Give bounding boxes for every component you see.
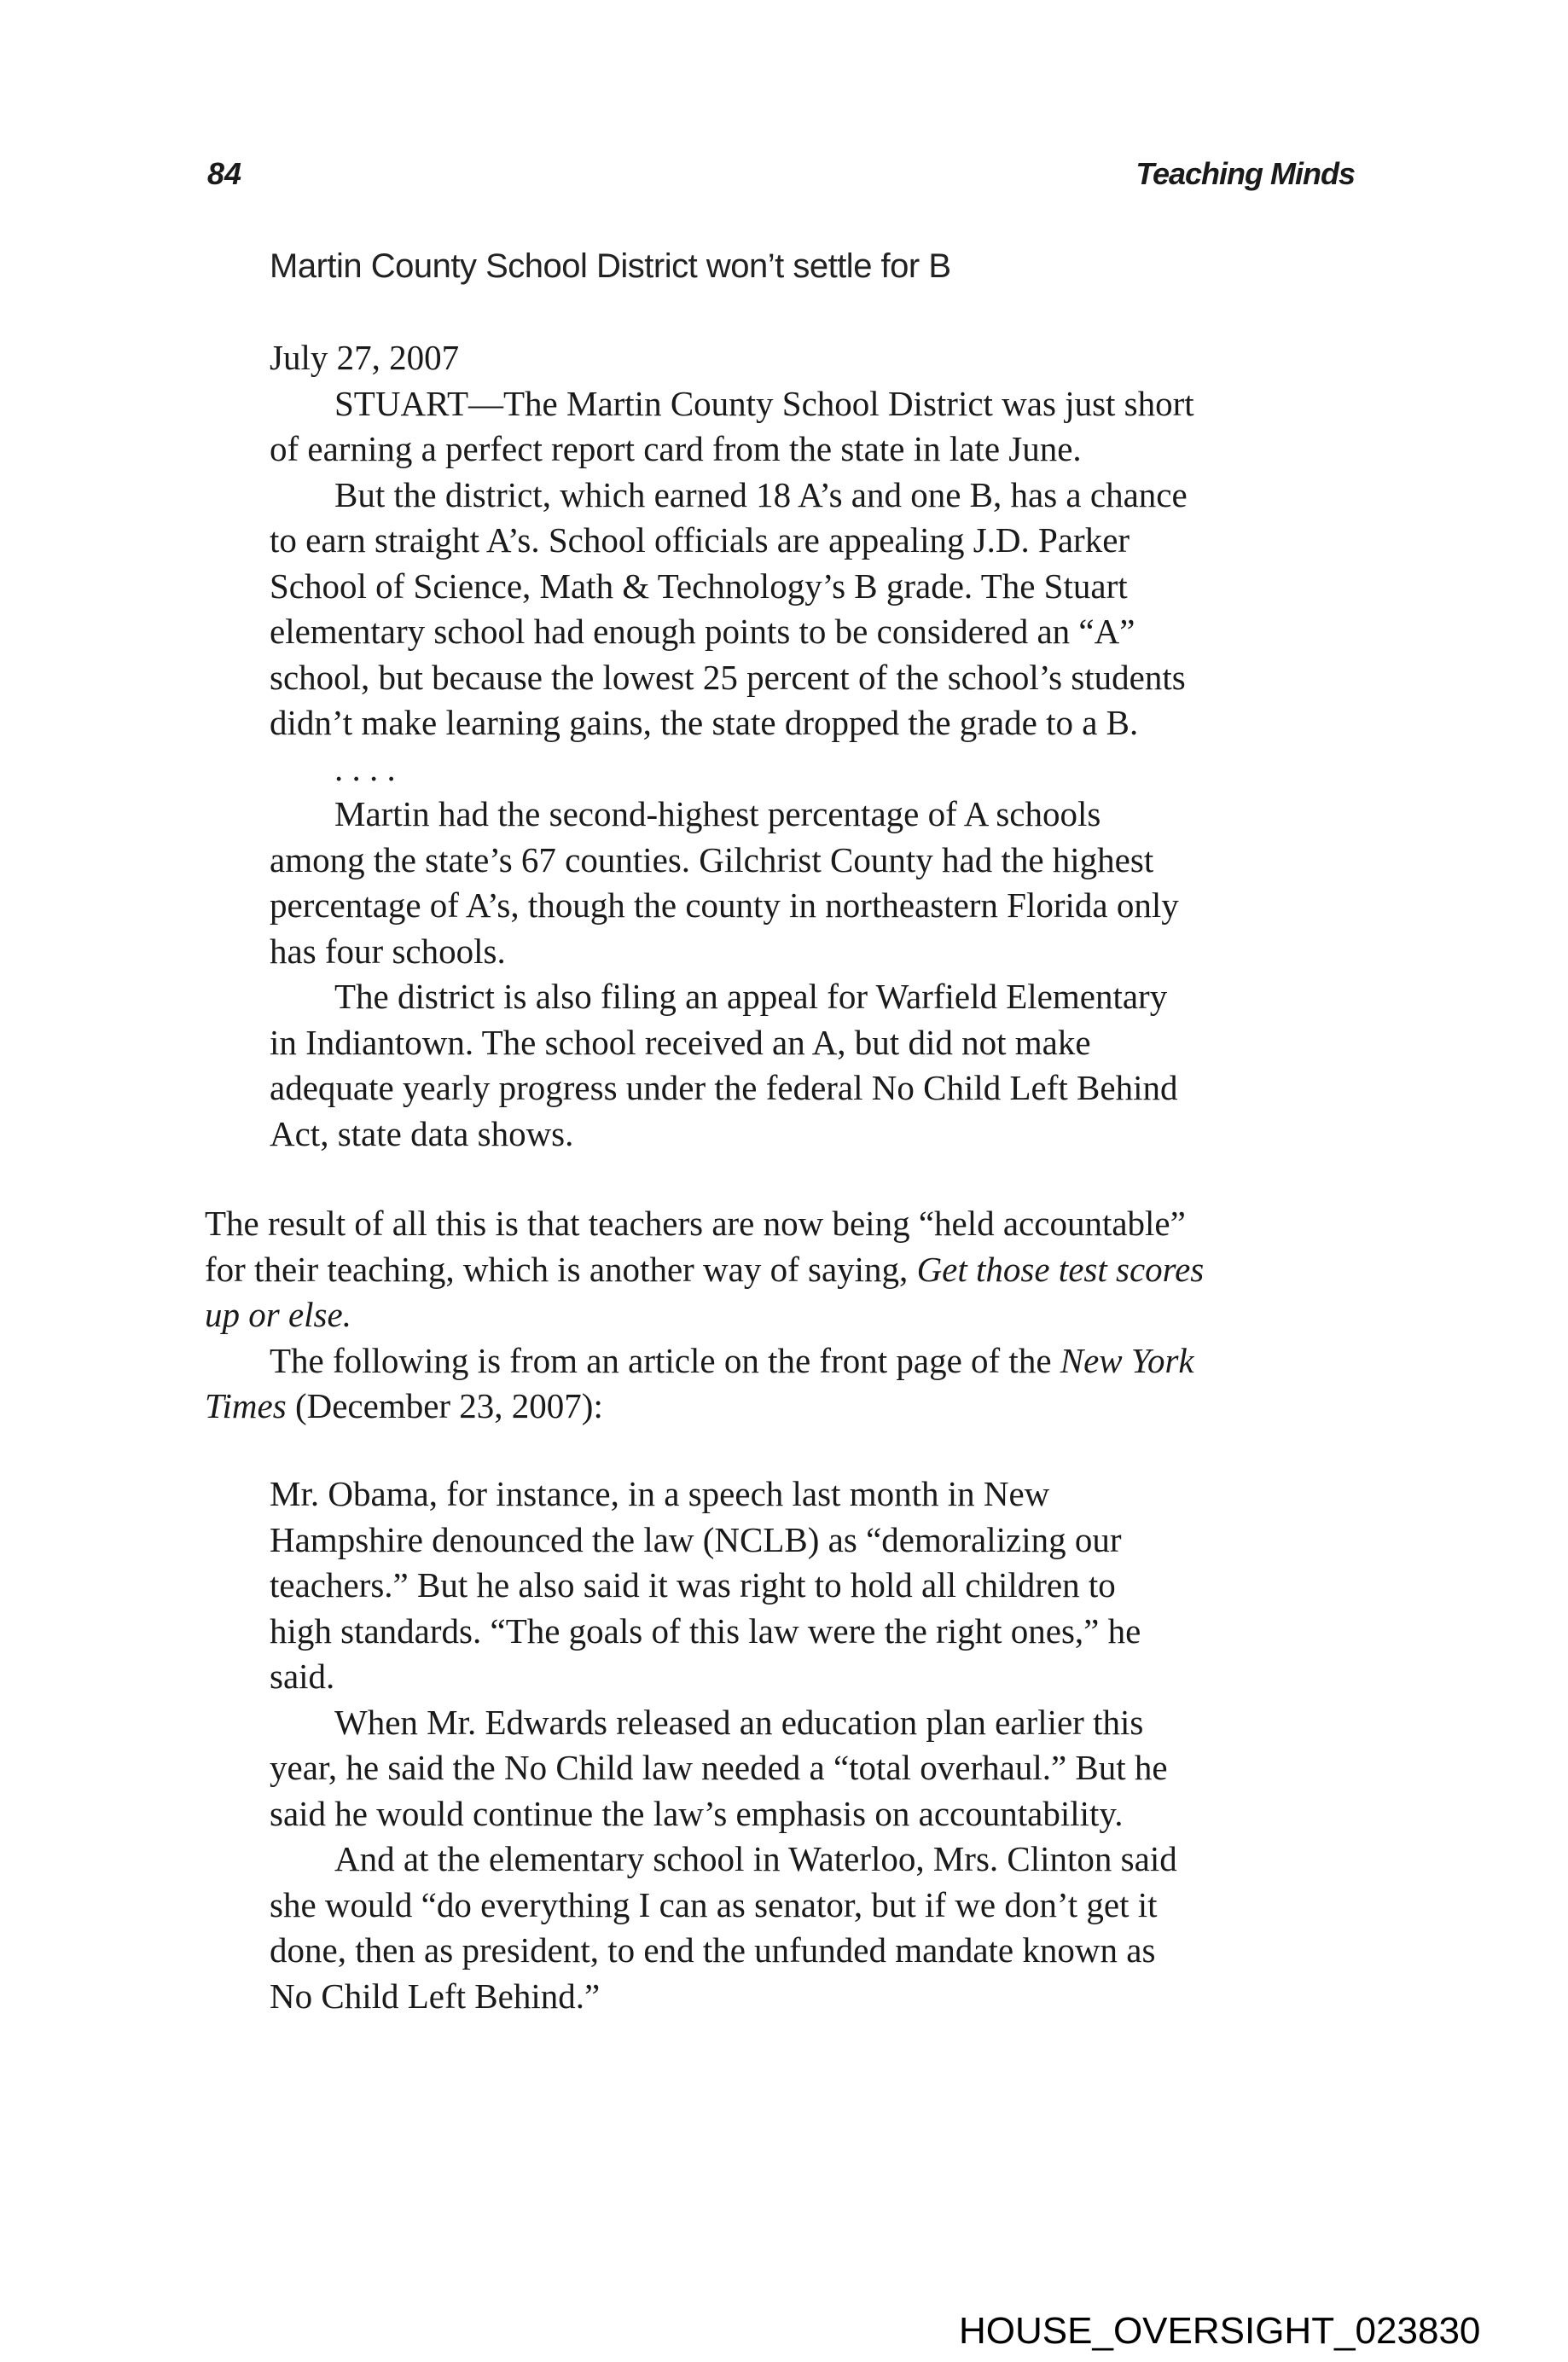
text-line bbox=[270, 1563, 1177, 1609]
text-line bbox=[270, 1020, 1194, 1066]
running-title: Teaching Minds bbox=[1135, 156, 1355, 191]
text-line bbox=[270, 1700, 1177, 1746]
text-line bbox=[205, 1247, 1204, 1293]
text-segment: Act, state data shows. bbox=[270, 1113, 574, 1153]
text-line bbox=[270, 974, 1194, 1020]
text-segment: And at the elementary school in Waterloo, Mrs. Clinton said bbox=[334, 1839, 1177, 1878]
text-segment: The following is from an article on the front page of the bbox=[270, 1340, 1060, 1380]
text-segment: Martin had the second-highest percentage of A schools bbox=[334, 794, 1101, 833]
text-segment: But the district, which earned 18 A’s and one B, has a chance bbox=[334, 474, 1188, 514]
text-line bbox=[270, 1654, 1177, 1700]
text-line bbox=[270, 1974, 1177, 2020]
text-line bbox=[270, 655, 1194, 701]
text-segment: year, he said the No Child law needed a “total overhaul.” But he bbox=[270, 1748, 1168, 1787]
text-line bbox=[270, 838, 1194, 884]
text-segment: Hampshire denounced the law (NCLB) as “demoralizing our bbox=[270, 1519, 1122, 1559]
text-segment: among the state’s 67 counties. Gilchrist County had the highest bbox=[270, 839, 1154, 879]
text-segment: didn’t make learning gains, the state dropped the grade to a B. bbox=[270, 703, 1139, 742]
text-line bbox=[270, 746, 1194, 792]
text-line bbox=[270, 381, 1194, 427]
text-segment: elementary school had enough points to be considered an “A” bbox=[270, 612, 1135, 651]
text-line bbox=[270, 564, 1194, 610]
text-segment: (December 23, 2007): bbox=[286, 1386, 603, 1425]
text-line bbox=[270, 473, 1194, 519]
text-line bbox=[270, 1928, 1177, 1974]
text-line bbox=[205, 1201, 1204, 1247]
text-segment: adequate yearly progress under the federal No Child Left Behind bbox=[270, 1068, 1178, 1107]
text-line bbox=[205, 1292, 1204, 1338]
text-line bbox=[205, 1384, 1204, 1430]
text-line bbox=[270, 1883, 1177, 1929]
text-segment: July 27, 2007 bbox=[270, 338, 460, 377]
italic-text: up or else. bbox=[205, 1295, 351, 1334]
text-segment: done, then as president, to end the unfunded mandate known as bbox=[270, 1930, 1156, 1970]
text-segment: has four schools. bbox=[270, 931, 506, 971]
text-line bbox=[270, 335, 1194, 381]
article-title: Martin County School District won’t settle for B bbox=[270, 247, 951, 285]
text-line bbox=[270, 1791, 1177, 1837]
text-line bbox=[270, 1471, 1177, 1518]
text-segment: School of Science, Math & Technology’s B grade. The Stuart bbox=[270, 566, 1128, 606]
text-line bbox=[270, 427, 1194, 473]
bates-stamp: HOUSE_OVERSIGHT_023830 bbox=[959, 2310, 1481, 2352]
text-line bbox=[270, 1111, 1194, 1158]
italic-text: Times bbox=[205, 1386, 287, 1425]
text-segment: in Indiantown. The school received an A, but did not make bbox=[270, 1022, 1091, 1062]
text-segment: to earn straight A’s. School officials are appealing J.D. Parker bbox=[270, 520, 1130, 560]
text-segment: said he would continue the law’s emphasis on accountability. bbox=[270, 1793, 1124, 1833]
text-segment: The district is also filing an appeal for Warfield Elementary bbox=[334, 977, 1168, 1016]
text-segment: STUART—The Martin County School District was just short bbox=[334, 383, 1194, 423]
text-segment: she would “do everything I can as senator, but if we don’t get it bbox=[270, 1884, 1158, 1924]
text-segment: The result of all this is that teachers are now being “held accountable” bbox=[205, 1204, 1186, 1243]
text-line bbox=[270, 792, 1194, 838]
text-segment: said. bbox=[270, 1657, 335, 1696]
text-segment: teachers.” But he also said it was right to hold all children to bbox=[270, 1565, 1116, 1605]
text-line bbox=[270, 929, 1194, 975]
text-segment: for their teaching, which is another way of saying, bbox=[205, 1249, 917, 1289]
text-segment: Mr. Obama, for instance, in a speech last month in New bbox=[270, 1474, 1050, 1513]
text-line bbox=[270, 700, 1194, 746]
text-segment: school, but because the lowest 25 percent of the school’s students bbox=[270, 657, 1186, 697]
text-line bbox=[270, 1837, 1177, 1883]
text-line bbox=[270, 1609, 1177, 1655]
page-number: 84 bbox=[207, 156, 242, 191]
text-segment: . . . . bbox=[334, 748, 396, 788]
text-line bbox=[270, 1518, 1177, 1564]
text-segment: When Mr. Edwards released an education plan earlier this bbox=[334, 1702, 1144, 1742]
text-line bbox=[270, 518, 1194, 564]
text-line bbox=[270, 883, 1194, 929]
text-line bbox=[205, 1338, 1204, 1384]
text-segment: percentage of A’s, though the county in northeastern Florida only bbox=[270, 885, 1179, 925]
text-line bbox=[270, 609, 1194, 655]
text-segment: high standards. “The goals of this law were the right ones,” he bbox=[270, 1610, 1141, 1651]
body-paragraphs bbox=[205, 1201, 1204, 1430]
block-quote-martin-county bbox=[270, 335, 1194, 1157]
text-line bbox=[270, 1065, 1194, 1111]
text-line bbox=[270, 1745, 1177, 1791]
block-quote-nyt bbox=[270, 1471, 1177, 2019]
text-segment: No Child Left Behind.” bbox=[270, 1976, 601, 2016]
text-segment: of earning a perfect report card from the state in late June. bbox=[270, 429, 1082, 468]
italic-text: Get those test scores bbox=[916, 1249, 1205, 1289]
italic-text: New York bbox=[1060, 1340, 1194, 1380]
